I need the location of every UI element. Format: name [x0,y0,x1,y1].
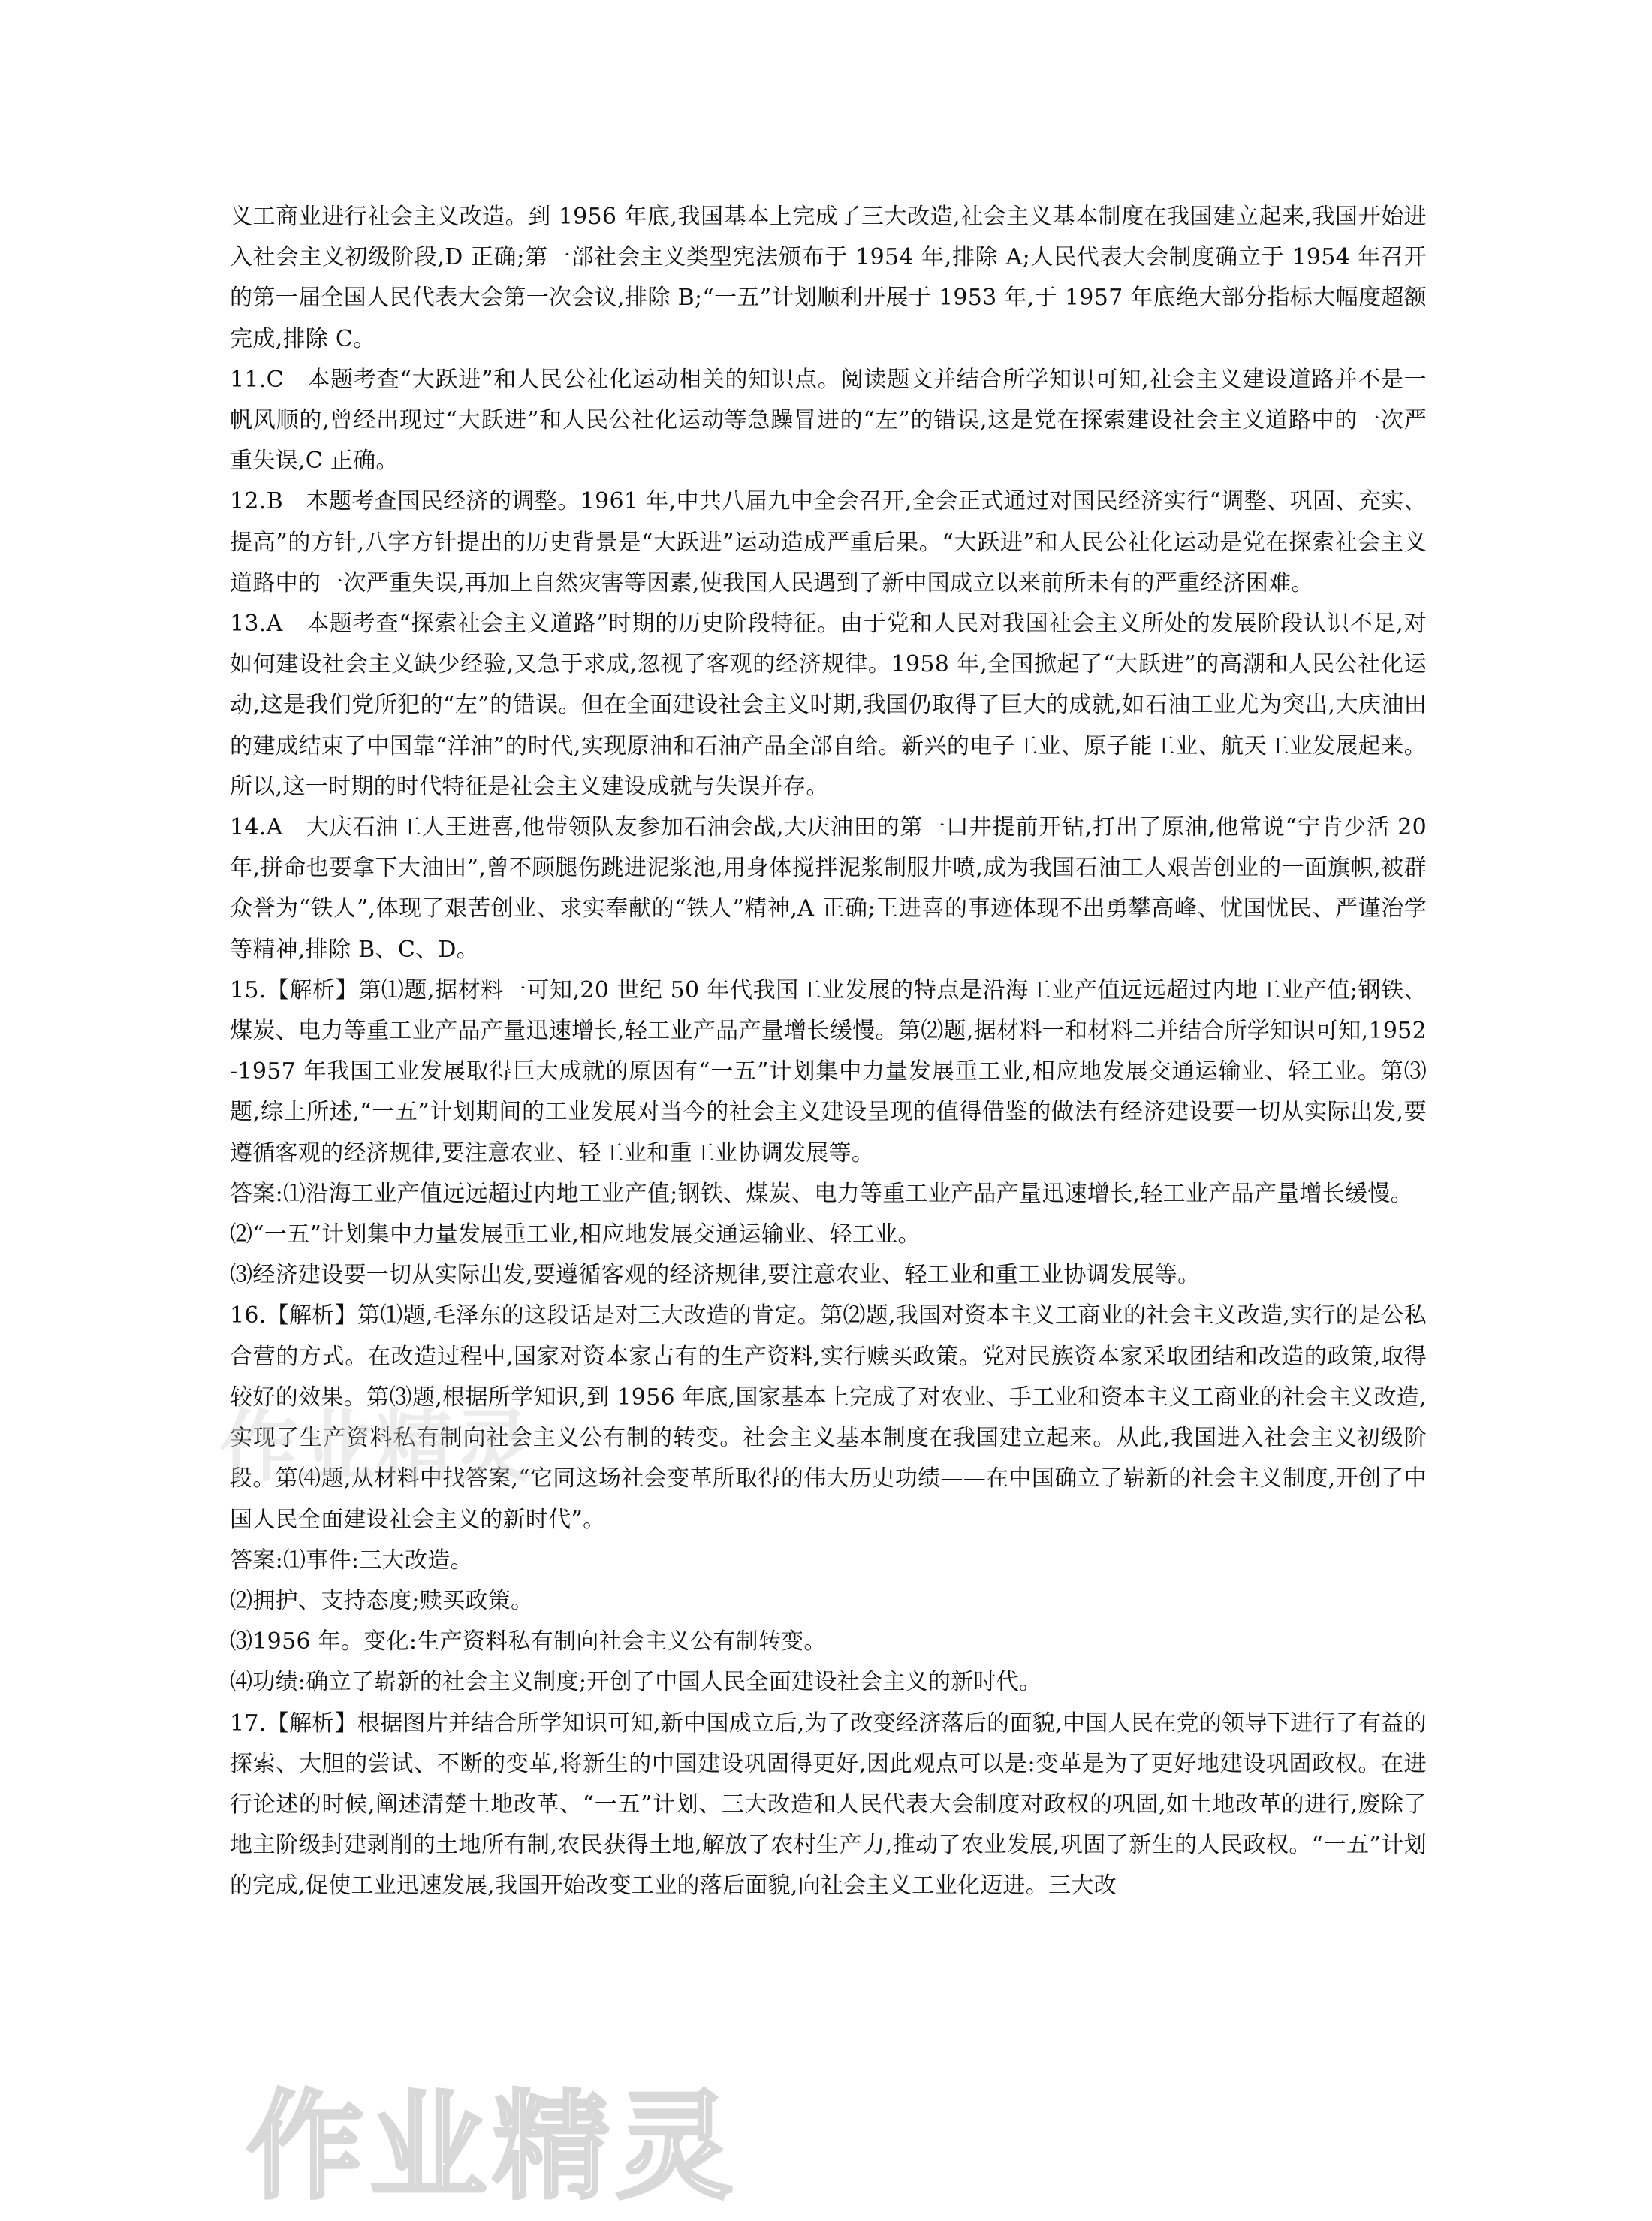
paragraph-answer-11: 11.C 本题考查“大跃进”和人民公社化运动相关的知识点。阅读题文并结合所学知识可知,社会主义建设道路并不是一帆风顺的,曾经出现过“大跃进”和人民公社化运动等急躁冒进的“左”的错误,这是党在探索建设社会主义道路中的一次严重失误,C 正确。 [230,366,1427,475]
paragraph-answer-16-key-3: ⑶1956 年。变化:生产资料私有制向社会主义公有制转变。 [230,1628,827,1655]
watermark-bottom: 作业精灵 [246,2078,739,2215]
paragraph-10-continuation: 义工商业进行社会主义改造。到 1956 年底,我国基本上完成了三大改造,社会主义基本制度在我国建立起来,我国开始进入社会主义初级阶段,D 正确;第一部社会主义类型宪法颁布于 1954 年,排除 A;人民代表大会制度确立于 1954 年召开的第一届全国人民代表大会第一次会议,排除 B;“一五”计划顺利开展于 1953 年,于 1957 年底绝大部分指标大幅度超额完成,排除 C。 [230,204,1427,352]
paragraph-answer-14: 14.A 大庆石油工人王进喜,他带领队友参加石油会战,大庆油田的第一口井提前开钻,打出了原油,他常说“宁肯少活 20 年,拼命也要拿下大油田”,曾不顾腿伤跳进泥浆池,用身体搅拌泥浆制服井喷,成为我国石油工人艰苦创业的一面旗帜,被群众誉为“铁人”,体现了艰苦创业、求实奉献的“铁人”精神,A 正确;王进喜的事迹体现不出勇攀高峰、忧国忧民、严谨治学等精神,排除 B、C、D。 [230,814,1427,963]
paragraph-answer-15-analysis: 15.【解析】第⑴题,据材料一可知,20 世纪 50 年代我国工业发展的特点是沿海工业产值远远超过内地工业产值;钢铁、煤炭、电力等重工业产品产量迅速增长,轻工业产品产量增长缓慢。第⑵题,据材料一和材料二并结合所学知识可知,1952-1957 年我国工业发展取得巨大成就的原因有“一五”计划集中力量发展重工业,相应地发展交通运输业、轻工业。第⑶题,综上所述,“一五”计划期间的工业发展对当今的社会主义建设呈现的值得借鉴的做法有经济建设要一切从实际出发,要遵循客观的经济规律,要注意农业、轻工业和重工业协调发展等。 [230,976,1427,1166]
paragraph-answer-12: 12.B 本题考查国民经济的调整。1961 年,中共八届九中全会召开,全会正式通过对国民经济实行“调整、巩固、充实、提高”的方针,八字方针提出的历史背景是“大跃进”运动造成严重后果。“大跃进”和人民公社化运动是党在探索社会主义道路中的一次严重失误,再加上自然灾害等因素,使我国人民遇到了新中国成立以来前所未有的严重经济困难。 [230,488,1427,596]
paragraph-answer-16-key-1: 答案:⑴事件:三大改造。 [230,1547,473,1574]
paragraph-answer-16-key-2: ⑵拥护、支持态度;赎买政策。 [230,1587,534,1614]
paragraph-answer-13: 13.A 本题考查“探索社会主义道路”时期的历史阶段特征。由于党和人民对我国社会主义所处的发展阶段认识不足,对如何建设社会主义缺少经验,又急于求成,忽视了客观的经济规律。1958 年,全国掀起了“大跃进”的高潮和人民公社化运动,这是我们党所犯的“左”的错误。但在全面建设社会主义时期,我国仍取得了巨大的成就,如石油工业尤为突出,大庆油田的建成结束了中国靠“洋油”的时代,实现原油和石油产品全部自给。新兴的电子工业、原子能工业、航天工业发展起来。所以,这一时期的时代特征是社会主义建设成就与失误并存。 [230,611,1427,800]
paragraph-answer-16-key-4: ⑷功绩:确立了崭新的社会主义制度;开创了中国人民全面建设社会主义的新时代。 [230,1669,1042,1696]
paragraph-answer-16-analysis: 16.【解析】第⑴题,毛泽东的这段话是对三大改造的肯定。第⑵题,我国对资本主义工商业的社会主义改造,实行的是公私合营的方式。在改造过程中,国家对资本家占有的生产资料,实行赎买政策。党对民族资本家采取团结和改造的政策,取得较好的效果。第⑶题,根据所学知识,到 1956 年底,国家基本上完成了对农业、手工业和资本主义工商业的社会主义改造,实现了生产资料私有制向社会主义公有制的转变。社会主义基本制度在我国建立起来。从此,我国进入社会主义初级阶段。第⑷题,从材料中找答案,“它同这场社会变革所取得的伟大历史功绩——在中国确立了崭新的社会主义制度,开创了中国人民全面建设社会主义的新时代”。 [230,1302,1427,1533]
paragraph-answer-17-analysis: 17.【解析】根据图片并结合所学知识可知,新中国成立后,为了改变经济落后的面貌,中国人民在党的领导下进行了有益的探索、大胆的尝试、不断的变革,将新生的中国建设巩固得更好,因此观点可以是:变革是为了更好地建设巩固政权。在进行论述的时候,阐述清楚土地改革、“一五”计划、三大改造和人民代表大会制度对政权的巩固,如土地改革的进行,废除了地主阶级封建剥削的土地所有制,农民获得土地,解放了农村生产力,推动了农业发展,巩固了新生的人民政权。“一五”计划的完成,促使工业迅速发展,我国开始改变工业的落后面貌,向社会主义工业化迈进。三大改 [230,1710,1427,1900]
paragraph-answer-15-key-1: 答案:⑴沿海工业产值远远超过内地工业产值;钢铁、煤炭、电力等重工业产品产量迅速增长,轻工业产品产量增长缓慢。 [230,1180,1413,1207]
paragraph-answer-15-key-2: ⑵“一五”计划集中力量发展重工业,相应地发展交通运输业、轻工业。 [230,1221,921,1248]
paragraph-answer-15-key-3: ⑶经济建设要一切从实际出发,要遵循客观的经济规律,要注意农业、轻工业和重工业协调发展等。 [230,1262,1201,1289]
answer-text-body [230,197,1427,1907]
watermark-middle: 作业精灵 [219,1401,532,1492]
